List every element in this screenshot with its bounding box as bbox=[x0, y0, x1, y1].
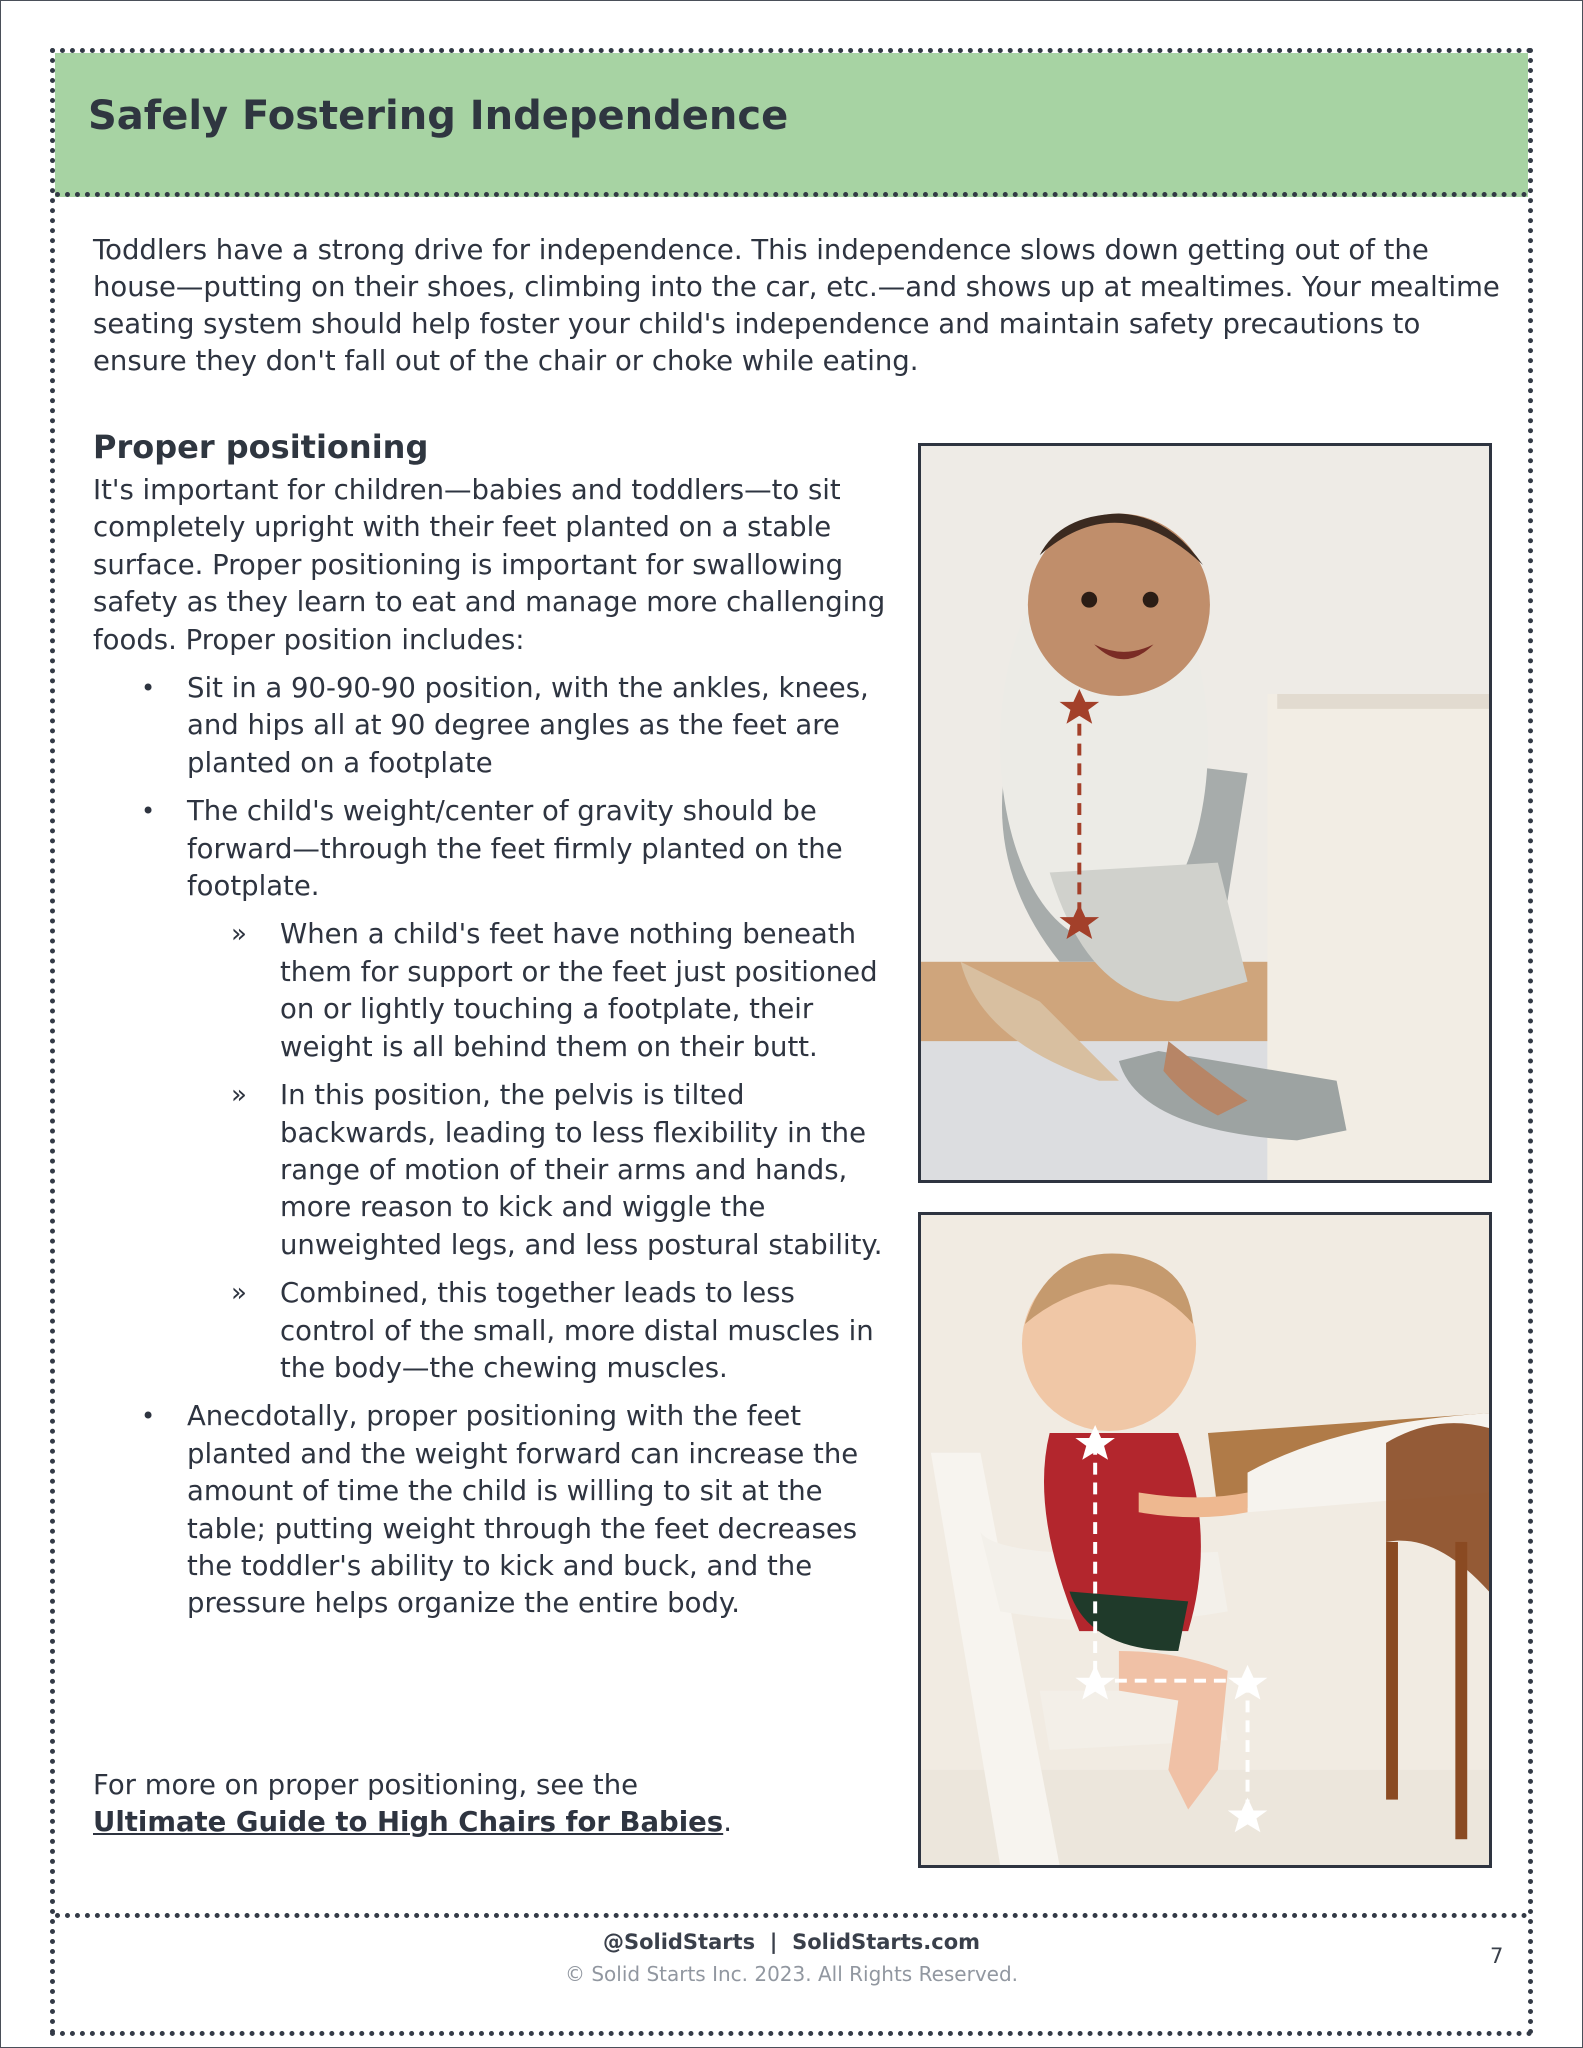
list-item bbox=[93, 793, 893, 905]
sub-bullet-text: Combined, this together leads to less control of the small, more distal muscles in the body—the chewing muscles. bbox=[280, 1277, 874, 1384]
section-heading: Proper positioning bbox=[93, 428, 429, 466]
more-info bbox=[93, 1767, 893, 1842]
footer-separator: | bbox=[769, 1930, 778, 1954]
header-band bbox=[55, 53, 1528, 197]
bullet-mark: • bbox=[141, 674, 156, 703]
sub-bullet-text: In this position, the pelvis is tilted backwards, leading to less flexibility in the range of motion of their arms and hands, more reason to kick and wiggle the unweighted legs, and less postural stability. bbox=[280, 1079, 883, 1261]
list-item bbox=[93, 670, 893, 782]
footer-copyright: © Solid Starts Inc. 2023. All Rights Reserved. bbox=[564, 1962, 1019, 1986]
photo-illustration bbox=[921, 446, 1489, 1180]
more-suffix: . bbox=[723, 1806, 732, 1839]
sub-bullet-mark: » bbox=[231, 1080, 247, 1111]
bullet-text: Anecdotally, proper positioning with the feet planted and the weight forward can increase the amount of time the child is willing to sit at the table; putting weight through the feet decreases the toddler's ability to kick and buck, and the pressure helps organize the entire body. bbox=[187, 1400, 859, 1620]
footer-social-handle[interactable]: @SolidStarts bbox=[602, 1930, 756, 1954]
footer-divider bbox=[55, 1913, 1528, 1918]
footer-links bbox=[0, 1930, 1583, 1954]
bullet-mark: • bbox=[141, 1402, 156, 1431]
lead-paragraph: It's important for children—babies and toddlers—to sit completely upright with their feet planted on a stable surface. Proper positioning is important for swallowing safety as they learn to eat and manage more challenging foods. Proper position includes: bbox=[93, 474, 886, 656]
page-title: Safely Fostering Independence bbox=[88, 93, 789, 139]
sub-list-item bbox=[93, 916, 893, 1066]
more-prefix: For more on proper positioning, see the bbox=[93, 1769, 639, 1801]
sub-list-item bbox=[93, 1077, 893, 1264]
bullet-text: Sit in a 90-90-90 position, with the ankles, knees, and hips all at 90 degree angles as the feet are planted on a footplate bbox=[187, 672, 869, 779]
sub-list-item bbox=[93, 1275, 893, 1387]
positioning-content bbox=[93, 472, 893, 1623]
intro-paragraph: Toddlers have a strong drive for independence. This independence slows down getting out of the house—putting on their shoes, climbing into the car, etc.—and shows up at mealtimes. Your mealtime seating system should help foster your child's independence and maintain safety precautions to ensure they don't fall out of the chair or choke while eating. bbox=[93, 234, 1500, 377]
page-number: 7 bbox=[1490, 1944, 1504, 1968]
high-chair-guide-link[interactable]: Ultimate Guide to High Chairs for Babies bbox=[93, 1806, 724, 1839]
bullet-list bbox=[93, 670, 893, 1623]
photo-baby-grey-chair bbox=[918, 443, 1492, 1183]
photo-illustration bbox=[921, 1215, 1489, 1865]
footer-website[interactable]: SolidStarts.com bbox=[792, 1930, 981, 1954]
sub-bullet-mark: » bbox=[231, 919, 247, 950]
list-item bbox=[93, 1398, 893, 1622]
bullet-text: The child's weight/center of gravity should be forward—through the feet firmly planted on the footplate. bbox=[187, 795, 843, 903]
photo-baby-white-chair bbox=[918, 1212, 1492, 1868]
bullet-mark: • bbox=[141, 797, 156, 826]
sub-bullet-text: When a child's feet have nothing beneath them for support or the feet just positioned on or lightly touching a footplate, their weight is all behind them on their butt. bbox=[280, 918, 878, 1063]
sub-bullet-mark: » bbox=[231, 1278, 247, 1309]
